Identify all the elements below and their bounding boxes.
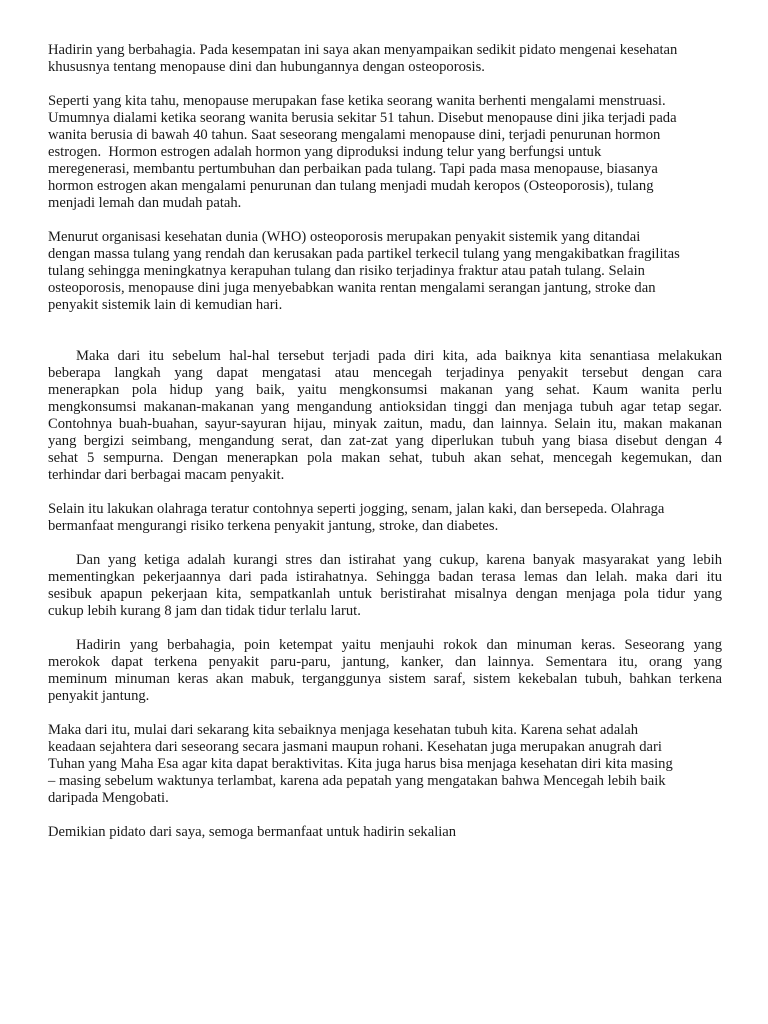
- text-line: meregenerasi, membantu pertumbuhan dan perbaikan pada tulang. Tapi pada masa menopause, biasanya: [48, 161, 658, 177]
- text-line: bermanfaat mengurangi risiko terkena penyakit jantung, stroke, dan diabetes.: [48, 518, 499, 534]
- text-line: yang bergizi seimbang, mengandung serat, dan zat-zat yang diperlukan tubuh yang biasa disebut dengan 4: [48, 433, 722, 449]
- text-line: meminum minuman keras akan mabuk, terganggunya sistem saraf, sistem kekebalan tubuh, bahkan terkena: [48, 671, 722, 687]
- paragraph-rest: [48, 552, 722, 620]
- text-line: Menurut organisasi kesehatan dunia (WHO) osteoporosis merupakan penyakit sistemik yang ditandai: [48, 229, 641, 245]
- text-line: Demikian pidato dari saya, semoga bermanfaat untuk hadirin sekalian: [48, 824, 457, 840]
- text-line: Seperti yang kita tahu, menopause merupakan fase ketika seorang wanita berhenti mengalami menstruasi.: [48, 93, 666, 109]
- text-line: Selain itu lakukan olahraga teratur contohnya seperti jogging, senam, jalan kaki, dan bersepeda. Olahraga: [48, 501, 665, 517]
- text-line: penyakit jantung.: [48, 688, 150, 704]
- paragraph-closing: [48, 824, 722, 841]
- paragraph-who-osteoporosis: [48, 229, 722, 314]
- paragraph-exercise: [48, 501, 722, 535]
- text-line: dengan massa tulang yang rendah dan kerusakan pada partikel terkecil tulang yang mengakibatkan fragilitas: [48, 246, 680, 262]
- text-line: terhindar dari berbagai macam penyakit.: [48, 467, 285, 483]
- text-line: Hadirin yang berbahagia, poin ketempat yaitu menjauhi rokok dan minuman keras. Seseorang yang: [76, 637, 722, 653]
- text-line: cukup lebih kurang 8 jam dan tidak tidur terlalu larut.: [48, 603, 361, 619]
- text-line: tulang sehingga meningkatnya kerapuhan tulang dan risiko terjadinya fraktur atau patah tulang. Selain: [48, 263, 645, 279]
- text-line: Dan yang ketiga adalah kurangi stres dan istirahat yang cukup, karena banyak masyarakat yang lebih: [76, 552, 722, 568]
- paragraph-smoking-alcohol: [48, 637, 722, 705]
- text-line: Maka dari itu sebelum hal-hal tersebut terjadi pada diri kita, ada baiknya kita senantiasa melakukan: [76, 348, 722, 364]
- text-line: merokok dapat terkena penyakit paru-paru, jantung, kanker, dan lainnya. Sementara itu, orang yang: [48, 654, 722, 670]
- text-line: menerapkan pola hidup yang baik, yaitu mengkonsumsi makanan yang sehat. Kaum wanita perlu: [48, 382, 722, 398]
- text-line: sesibuk apapun pekerjaan kita, sempatkanlah untuk beristirahat misalnya dengan menjaga pola tidur yang: [48, 586, 722, 602]
- text-line: beberapa langkah yang dapat mengatasi atau mencegah terjadinya penyakit tersebut dengan cara: [48, 365, 722, 381]
- text-line: mengkonsumsi makanan-makanan yang mengandung antioksidan tinggi dan menjaga tubuh agar tetap segar.: [48, 399, 722, 415]
- text-line: hormon estrogen akan mengalami penurunan dan tulang menjadi mudah keropos (Osteoporosis), tulang: [48, 178, 654, 194]
- paragraph-conclusion: [48, 722, 722, 807]
- text-line: sehat 5 sempurna. Dengan menerapkan pola makan sehat, tubuh akan sehat, mencegah kegemukan, dan: [48, 450, 722, 466]
- text-line: Contohnya buah-buahan, sayur-sayuran hijau, minyak zaitun, madu, dan lainnya. Selain itu, makan makanan: [48, 416, 722, 432]
- text-line: mementingkan pekerjaannya dari pada istirahatnya. Sehingga badan terasa lemas dan lelah. maka dari itu: [48, 569, 722, 585]
- text-line: Maka dari itu, mulai dari sekarang kita sebaiknya menjaga kesehatan tubuh kita. Karena sehat adalah: [48, 722, 639, 738]
- paragraph-opening: [48, 42, 722, 76]
- text-line: Umumnya dialami ketika seorang wanita berusia sekitar 51 tahun. Disebut menopause dini jika terjadi pada: [48, 110, 677, 126]
- text-line: – masing sebelum waktunya terlambat, karena ada pepatah yang mengatakan bahwa Mencegah lebih baik: [48, 773, 666, 789]
- text-line: khususnya tentang menopause dini dan hubungannya dengan osteoporosis.: [48, 59, 485, 75]
- text-line: osteoporosis, menopause dini juga menyebabkan wanita rentan mengalami serangan jantung, stroke dan: [48, 280, 656, 296]
- text-line: wanita berusia di bawah 40 tahun. Saat seseorang mengalami menopause dini, terjadi penurunan hormon: [48, 127, 661, 143]
- text-line: daripada Mengobati.: [48, 790, 169, 806]
- text-line: Hadirin yang berbahagia. Pada kesempatan ini saya akan menyampaikan sedikit pidato mengenai kesehatan: [48, 42, 678, 58]
- paragraph-menopause-definition: [48, 93, 722, 212]
- text-line: penyakit sistemik lain di kemudian hari.: [48, 297, 283, 313]
- text-line: menjadi lemah dan mudah patah.: [48, 195, 242, 211]
- paragraph-prevention-diet: [48, 348, 722, 484]
- text-line: estrogen. Hormon estrogen adalah hormon yang diproduksi indung telur yang berfungsi untuk: [48, 144, 602, 160]
- text-line: Tuhan yang Maha Esa agar kita dapat beraktivitas. Kita juga harus bisa menjaga kesehatan diri kita masing: [48, 756, 673, 772]
- text-line: keadaan sejahtera dari seseorang secara jasmani maupun rohani. Kesehatan juga merupakan anugrah dari: [48, 739, 662, 755]
